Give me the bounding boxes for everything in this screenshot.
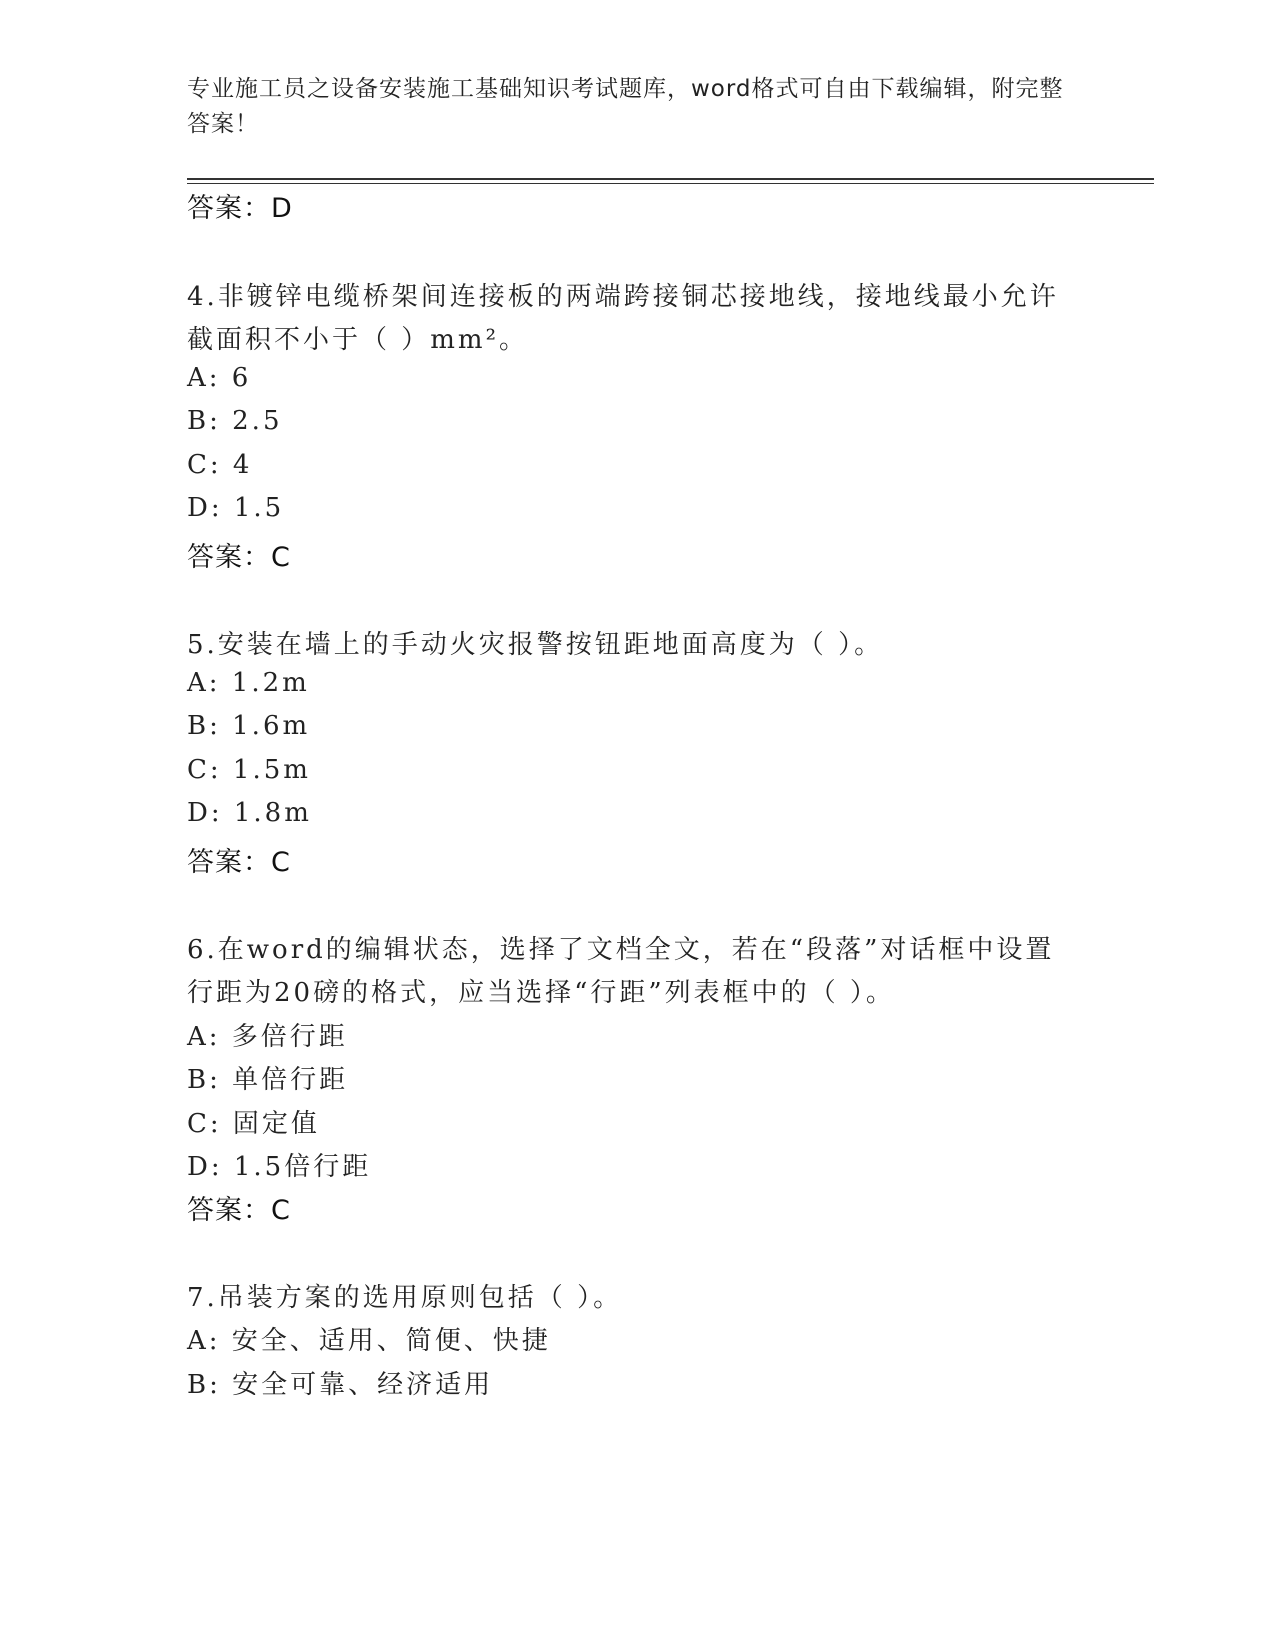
question-6-answer: 答案：C [187, 1195, 291, 1226]
question-5-option-b: B: 1.6m [187, 711, 311, 741]
question-7-option-b: B: 安全可靠、经济适用 [187, 1370, 494, 1400]
question-5-option-d: D: 1.8m [187, 798, 312, 828]
question-5-option-c: C: 1.5m [187, 755, 311, 785]
question-7-option-a: A: 安全、适用、简便、快捷 [187, 1326, 551, 1356]
question-6-option-c: C: 固定值 [187, 1109, 320, 1139]
header-divider-thin [187, 183, 1154, 184]
question-6-stem-line-2: 行距为20磅的格式，应当选择“行距”列表框中的（ ）。 [187, 978, 895, 1008]
question-6-option-b: B: 单倍行距 [187, 1065, 349, 1095]
question-4-option-d: D: 1.5 [187, 493, 285, 523]
header-divider-thick [187, 178, 1154, 180]
previous-answer: 答案：D [187, 193, 293, 224]
question-6-option-d: D: 1.5倍行距 [187, 1152, 372, 1182]
question-6-stem-line-1: 6.在word的编辑状态，选择了文档全文，若在“段落”对话框中设置 [187, 935, 1055, 965]
question-4-stem-line-1: 4.非镀锌电缆桥架间连接板的两端跨接铜芯接地线，接地线最小允许 [187, 282, 1059, 312]
question-7-stem-line-1: 7.吊装方案的选用原则包括（ ）。 [187, 1283, 623, 1313]
question-6-option-a: A: 多倍行距 [187, 1022, 348, 1052]
question-5-stem-line-1: 5.安装在墙上的手动火灾报警按钮距地面高度为（ ）。 [187, 630, 884, 660]
question-4-stem-line-2: 截面积不小于（ ）mm²。 [187, 325, 528, 355]
question-4-answer: 答案：C [187, 542, 291, 573]
question-5-answer: 答案：C [187, 847, 291, 878]
question-5-option-a: A: 1.2m [187, 668, 310, 698]
question-4-option-b: B: 2.5 [187, 406, 283, 436]
question-4-option-a: A: 6 [187, 363, 252, 393]
document-header: 专业施工员之设备安装施工基础知识考试题库，word格式可自由下载编辑，附完整答案！ [187, 76, 1064, 137]
question-4-option-c: C: 4 [187, 450, 253, 480]
